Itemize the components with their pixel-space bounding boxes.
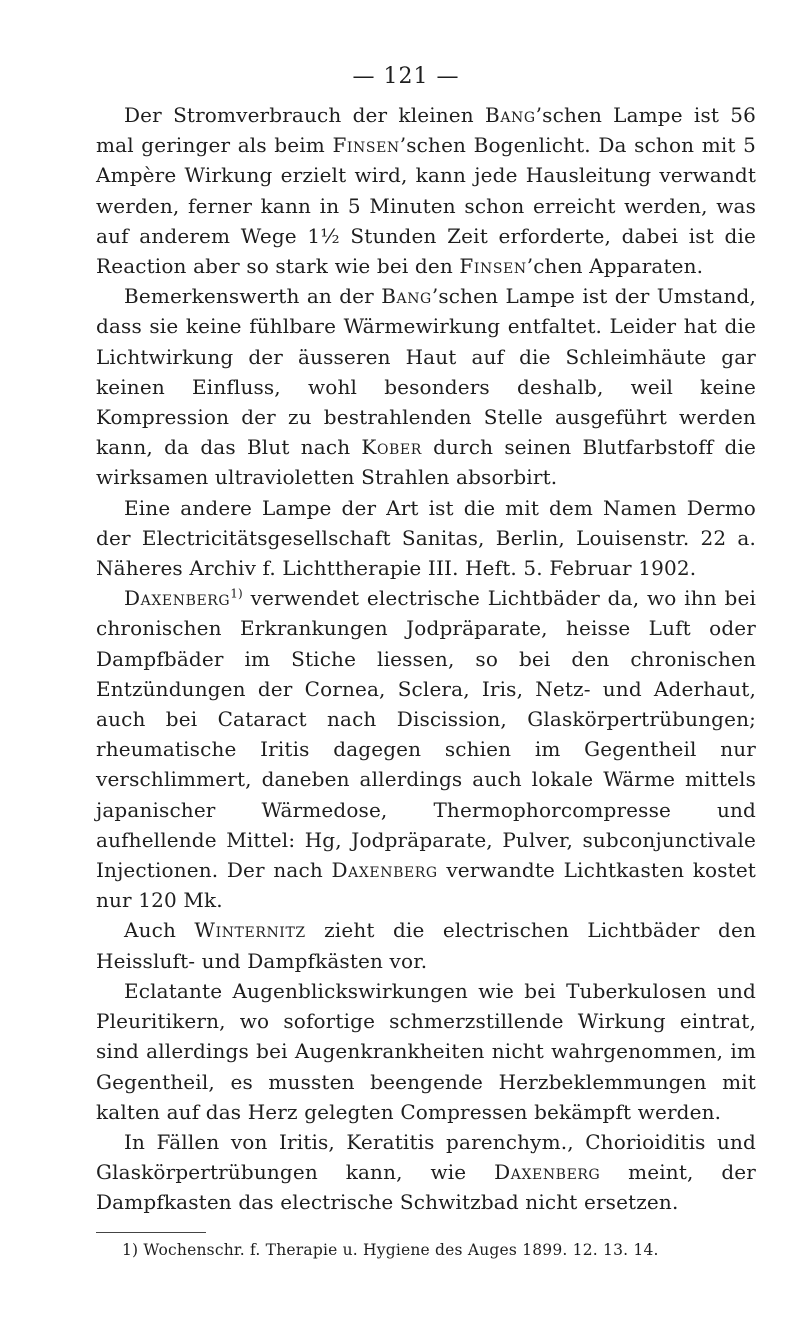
author-name: Daxenberg bbox=[331, 858, 438, 883]
text-run: ’schen Lampe ist 56 mal geringer als beim bbox=[96, 103, 756, 158]
text-run: ’schen Lampe ist der Umstand, dass sie keine fühlbare Wärmewirkung entfaltet. Leider hat die Lichtwirkung der äusseren Haut auf die Schleimhäute gar keinen Einfluss, wohl besonders deshalb, weil keine Kompression der zu bestrahlenden Stelle ausgeführt werden kann, da das Blut nach bbox=[96, 284, 756, 460]
paragraph bbox=[96, 583, 756, 915]
text-run: verwandte Lichtkasten kostet nur 120 Mk. bbox=[96, 858, 756, 913]
footnote-divider bbox=[96, 1232, 206, 1233]
footnote: 1) Wochenschr. f. Therapie u. Hygiene des Auges 1899. 12. 13. 14. bbox=[122, 1240, 659, 1259]
paragraph bbox=[96, 281, 756, 492]
author-name: Winternitz bbox=[194, 918, 306, 943]
text-run: Bemerkenswerth an der bbox=[124, 284, 382, 309]
text-run: Auch bbox=[124, 918, 195, 943]
author-name: Bang bbox=[381, 284, 432, 309]
author-name: Daxenberg bbox=[494, 1160, 601, 1185]
text-run: Eine andere Lampe der Art ist die mit dem Namen Dermo der Electricitätsgesellschaft Sanitas, Berlin, Louisenstr. 22 a. Näheres Archiv f. Lichttherapie III. Heft. 5. Februar 1902. bbox=[96, 495, 756, 581]
document-page bbox=[96, 60, 756, 1261]
body-text bbox=[96, 100, 756, 1218]
paragraph bbox=[96, 493, 756, 584]
text-run: Eclatante Augenblickswirkungen wie bei Tuberkulosen und Pleuritikern, wo sofortige schmerzstillende Wirkung eintrat, sind allerdings bei Augenkrankheiten nicht wahrgenommen, im Gegentheil, es mussten beengende Herzbeklemmungen mit kalten auf das Herz gelegten Compressen bekämpft werden. bbox=[96, 978, 756, 1124]
author-name: Bang bbox=[485, 103, 536, 127]
author-name: Kober bbox=[361, 435, 422, 460]
author-name: Daxenberg bbox=[124, 586, 231, 611]
paragraph bbox=[96, 1127, 756, 1218]
text-run: zieht die electrischen Lichtbäder den Heissluft- und Dampfkästen vor. bbox=[96, 918, 756, 973]
paragraph bbox=[96, 100, 756, 281]
author-name: Finsen bbox=[459, 254, 527, 279]
text-run: ’chen Apparaten. bbox=[526, 254, 704, 279]
text-run: durch seinen Blutfarbstoff die wirksamen ultravioletten Strahlen absorbirt. bbox=[96, 435, 756, 490]
paragraph bbox=[96, 976, 756, 1127]
footnote-marker: 1) bbox=[230, 586, 243, 601]
paragraph bbox=[96, 915, 756, 975]
text-run: Der Stromverbrauch der kleinen bbox=[124, 103, 486, 127]
text-run: verwendet electrische Lichtbäder da, wo ihn bei chronischen Erkrankungen Jodpräparate, heisse Luft oder Dampfbäder im Stiche liessen, so bei den chronischen Entzündungen der Cornea, Sclera, Iris, Netz- und Aderhaut, auch bei Cataract nach Discission, Glaskörpertrübungen; rheumatische Iritis dagegen schien im Gegentheil nur verschlimmert, daneben allerdings auch lokale Wärme mittels japanischer Wärmedose, Thermophorcompresse und aufhellende Mittel: Hg, Jodpräparate, Pulver, subconjunctivale Injectionen. Der nach bbox=[96, 586, 756, 883]
text-run: ’schen Bogenlicht. Da schon mit 5 Ampère Wirkung erzielt wird, kann jede Hausleitung verwandt werden, ferner kann in 5 Minuten schon erreicht werden, was auf anderem Wege 1½ Stunden Zeit erforderte, dabei ist die Reaction aber so stark wie bei den bbox=[96, 133, 756, 279]
text-run: meint, der Dampfkasten das electrische Schwitzbad nicht ersetzen. bbox=[96, 1160, 756, 1215]
page-number: — 121 — bbox=[352, 64, 460, 89]
text-run: In Fällen von Iritis, Keratitis parenchym., Chorioiditis und Glaskörpertrübungen kann, wie bbox=[96, 1129, 756, 1185]
author-name: Finsen bbox=[332, 133, 400, 158]
